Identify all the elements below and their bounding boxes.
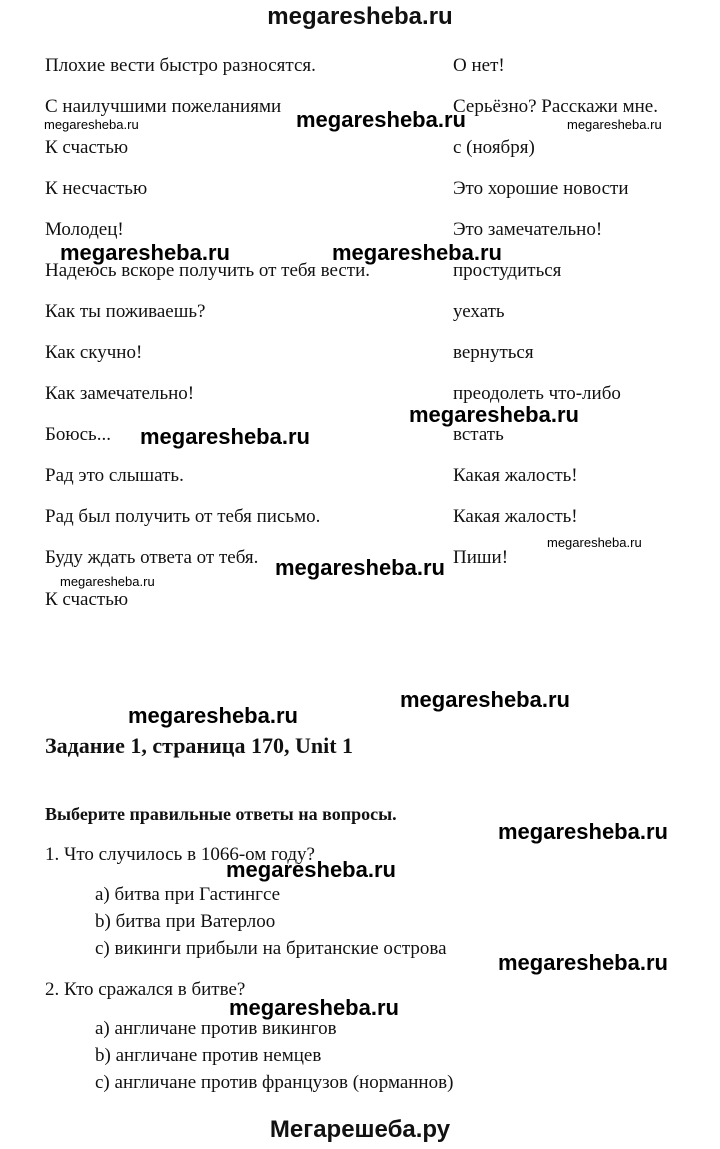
phrase-left: С наилучшими пожеланиями xyxy=(45,96,282,117)
task-instruction: Выберите правильные ответы на вопросы. xyxy=(45,804,397,824)
phrase-right: Какая жалость! xyxy=(453,506,578,527)
page-footer: Мегарешеба.ру xyxy=(269,1116,451,1143)
watermark-small: megaresheba.ru xyxy=(60,574,155,589)
watermark-small: megaresheba.ru xyxy=(547,535,642,550)
page-header: megaresheba.ru xyxy=(267,3,453,30)
watermark: megaresheba.ru xyxy=(140,424,310,449)
watermark: megaresheba.ru xyxy=(498,819,668,844)
question-1-option-b: b) битва при Ватерлоо xyxy=(95,911,276,932)
phrase-left: К счастью xyxy=(45,137,129,158)
phrase-right: простудиться xyxy=(453,260,562,281)
phrase-left: Рад был получить от тебя письмо. xyxy=(45,506,321,527)
watermark: megaresheba.ru xyxy=(409,402,579,427)
phrase-left: Боюсь... xyxy=(45,424,111,445)
phrase-right: с (ноября) xyxy=(453,137,535,158)
question-2-option-b: b) англичане против немцев xyxy=(95,1045,322,1066)
question-1: 1. Что случилось в 1066-ом году? xyxy=(45,844,315,865)
phrase-right: вернуться xyxy=(453,342,534,363)
watermark-small: megaresheba.ru xyxy=(567,117,662,132)
phrase-right: Это замечательно! xyxy=(453,219,603,240)
phrase-left: Как скучно! xyxy=(45,342,143,363)
watermark: megaresheba.ru xyxy=(60,240,230,265)
watermark: megaresheba.ru xyxy=(226,857,396,882)
phrase-left: Как ты поживаешь? xyxy=(45,301,206,322)
phrase-left: Как замечательно! xyxy=(45,383,195,404)
phrase-right: Серьёзно? Расскажи мне. xyxy=(453,96,658,117)
phrase-left: Плохие вести быстро разносятся. xyxy=(45,55,316,76)
watermark: megaresheba.ru xyxy=(400,687,570,712)
phrase-left: Рад это слышать. xyxy=(45,465,184,486)
phrase-right: Пиши! xyxy=(453,547,509,568)
phrase-right: Какая жалость! xyxy=(453,465,578,486)
phrase-right: встать xyxy=(453,424,504,445)
phrase-right: Это хорошие новости xyxy=(453,178,629,199)
watermark: megaresheba.ru xyxy=(332,240,502,265)
phrase-left: Надеюсь вскоре получить от тебя вести. xyxy=(45,260,371,281)
task-title: Задание 1, страница 170, Unit 1 xyxy=(45,733,354,758)
phrase-right: О нет! xyxy=(453,55,505,76)
watermark: megaresheba.ru xyxy=(128,703,298,728)
phrase-right: уехать xyxy=(453,301,505,322)
question-2-option-a: a) англичане против викингов xyxy=(95,1018,337,1039)
phrase-left: К несчастью xyxy=(45,178,148,199)
question-1-option-c: c) викинги прибыли на британские острова xyxy=(95,938,447,959)
watermark-small: megaresheba.ru xyxy=(44,117,139,132)
watermark: megaresheba.ru xyxy=(498,950,668,975)
phrase-left: Буду ждать ответа от тебя. xyxy=(45,547,259,568)
question-2: 2. Кто сражался в битве? xyxy=(45,979,246,1000)
watermark: megaresheba.ru xyxy=(275,555,445,580)
watermark: megaresheba.ru xyxy=(296,107,466,132)
question-1-option-a: a) битва при Гастингсе xyxy=(95,884,281,905)
question-2-option-c: c) англичане против французов (норманнов) xyxy=(95,1072,454,1093)
watermark: megaresheba.ru xyxy=(229,995,399,1020)
phrase-left: К счастью xyxy=(45,589,129,610)
phrase-left: Молодец! xyxy=(45,219,124,240)
phrase-right: преодолеть что-либо xyxy=(453,383,621,404)
